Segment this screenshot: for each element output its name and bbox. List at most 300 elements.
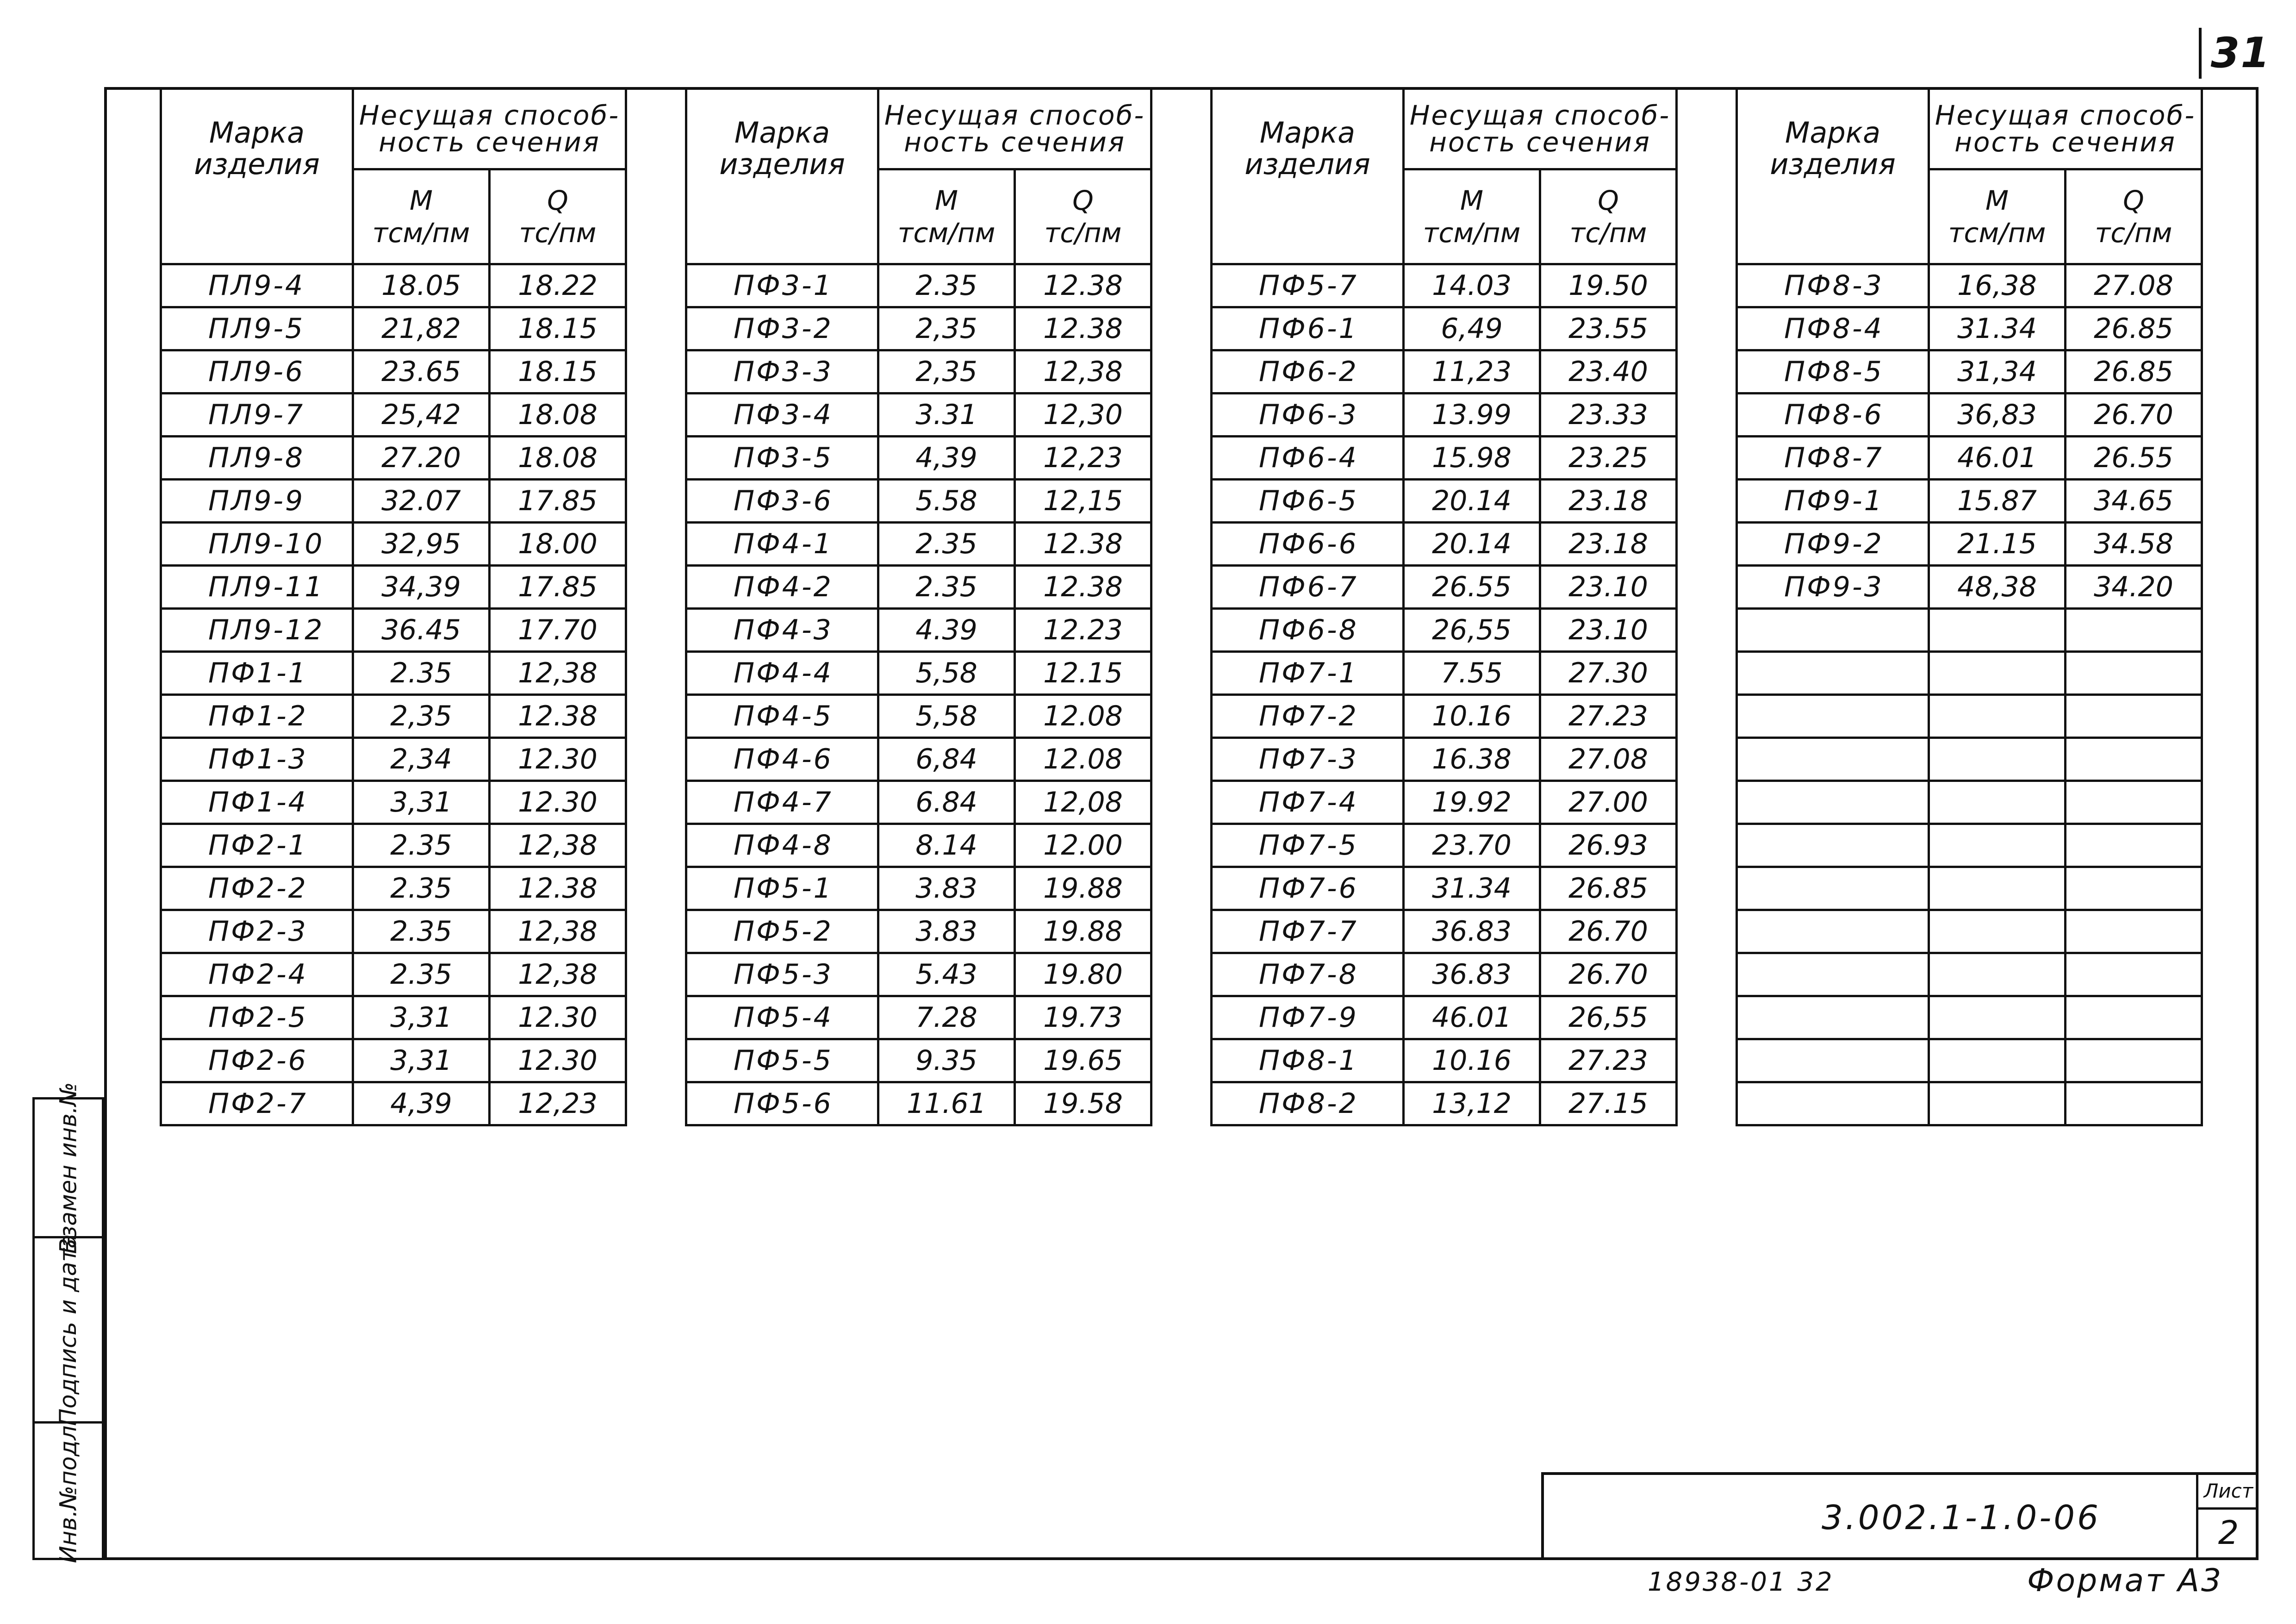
product-mark-cell: ПФ4-7	[686, 781, 878, 824]
shear-cell: 12.30	[490, 996, 626, 1039]
moment-cell: 13.99	[1404, 394, 1540, 437]
product-mark-cell: ПФ5-2	[686, 910, 878, 953]
product-mark-cell: ПЛ9-6	[161, 350, 353, 394]
table-row	[686, 996, 1151, 1039]
m-label: M	[1460, 185, 1484, 216]
moment-cell: 5.58	[878, 480, 1015, 523]
shear-cell: 27.30	[1540, 652, 1677, 695]
shear-cell: 12.08	[1015, 695, 1151, 738]
q-header	[1540, 169, 1677, 264]
moment-cell: 19.92	[1404, 781, 1540, 824]
table-row	[161, 566, 626, 609]
table-row	[161, 695, 626, 738]
table-row	[1737, 781, 2202, 824]
table-row	[1212, 1082, 1677, 1125]
moment-cell: 2.35	[353, 652, 490, 695]
moment-cell	[1929, 738, 2066, 781]
moment-cell: 8.14	[878, 824, 1015, 867]
moment-cell: 5,58	[878, 652, 1015, 695]
moment-cell: 36.83	[1404, 953, 1540, 996]
product-mark-cell: ПФ3-2	[686, 307, 878, 350]
product-mark-cell: ПФ8-5	[1737, 350, 1929, 394]
table-row	[1212, 609, 1677, 652]
moment-cell: 2.35	[353, 824, 490, 867]
shear-cell: 23.40	[1540, 350, 1677, 394]
table-row	[1737, 480, 2202, 523]
moment-cell: 6,84	[878, 738, 1015, 781]
product-mark-cell: ПФ1-2	[161, 695, 353, 738]
product-mark-cell: ПФ7-8	[1212, 953, 1404, 996]
moment-cell: 3.31	[878, 394, 1015, 437]
shear-cell: 17.85	[490, 566, 626, 609]
moment-cell: 32,95	[353, 523, 490, 566]
q-unit: тс/пм	[1044, 217, 1122, 249]
table-row	[686, 953, 1151, 996]
table-row	[1212, 652, 1677, 695]
shear-cell: 26.55	[2066, 437, 2202, 480]
sheet-number: 2	[2218, 1514, 2239, 1552]
table-row	[1737, 350, 2202, 394]
m-label: M	[934, 185, 958, 216]
table-row	[1737, 609, 2202, 652]
moment-cell: 7.28	[878, 996, 1015, 1039]
shear-cell: 19.88	[1015, 867, 1151, 910]
moment-cell: 5.43	[878, 953, 1015, 996]
table-row	[1212, 910, 1677, 953]
table-row	[686, 609, 1151, 652]
shear-cell	[2066, 824, 2202, 867]
moment-cell	[1929, 996, 2066, 1039]
title-sidebar	[32, 1081, 104, 1563]
shear-cell: 23.33	[1540, 394, 1677, 437]
product-mark-cell	[1737, 781, 1929, 824]
table-row	[1212, 695, 1677, 738]
inv-label: Инв.№подл.	[55, 1418, 82, 1563]
shear-cell: 12.38	[1015, 566, 1151, 609]
shear-cell: 17.85	[490, 480, 626, 523]
product-mark-cell: ПФ3-1	[686, 264, 878, 307]
shear-cell: 12,15	[1015, 480, 1151, 523]
product-mark-cell: ПЛ9-8	[161, 437, 353, 480]
product-mark-cell: ПЛ9-9	[161, 480, 353, 523]
table-row	[686, 910, 1151, 953]
paper-format: Формат А3	[2027, 1562, 2223, 1599]
product-mark-cell	[1737, 1039, 1929, 1082]
moment-cell: 11.61	[878, 1082, 1015, 1125]
shear-cell	[2066, 910, 2202, 953]
shear-cell: 18.08	[490, 394, 626, 437]
shear-cell: 12.30	[490, 1039, 626, 1082]
moment-cell: 11,23	[1404, 350, 1540, 394]
moment-cell	[1929, 695, 2066, 738]
product-mark-cell	[1737, 867, 1929, 910]
table-row	[1212, 738, 1677, 781]
table-row	[161, 1039, 626, 1082]
q-header	[2066, 169, 2202, 264]
moment-cell: 10.16	[1404, 695, 1540, 738]
table-row	[1212, 307, 1677, 350]
product-mark-cell: ПФ5-7	[1212, 264, 1404, 307]
table-row	[1737, 437, 2202, 480]
m-unit: тсм/пм	[897, 217, 996, 249]
moment-cell: 31.34	[1929, 307, 2066, 350]
m-label: M	[409, 185, 433, 216]
product-mark-cell: ПФ4-2	[686, 566, 878, 609]
moment-cell	[1929, 867, 2066, 910]
table-row	[1737, 566, 2202, 609]
moment-cell: 2.35	[878, 566, 1015, 609]
moment-cell: 2,35	[878, 350, 1015, 394]
shear-cell: 19.73	[1015, 996, 1151, 1039]
moment-cell	[1929, 953, 2066, 996]
shear-cell: 19.88	[1015, 910, 1151, 953]
moment-cell: 2.35	[878, 264, 1015, 307]
moment-cell: 26.55	[1404, 566, 1540, 609]
shear-cell: 18.15	[490, 307, 626, 350]
shear-cell: 19.65	[1015, 1039, 1151, 1082]
table-row	[686, 566, 1151, 609]
m-unit: тсм/пм	[1948, 217, 2046, 249]
shear-cell: 17.70	[490, 609, 626, 652]
moment-cell: 3.83	[878, 867, 1015, 910]
table-row	[1737, 824, 2202, 867]
table-row	[1212, 264, 1677, 307]
mark-header: Марка изделия	[1212, 88, 1404, 264]
moment-cell	[1929, 1039, 2066, 1082]
moment-cell: 20.14	[1404, 480, 1540, 523]
shear-cell: 12,38	[1015, 350, 1151, 394]
shear-cell: 12.23	[1015, 609, 1151, 652]
table-row	[161, 437, 626, 480]
moment-cell: 34,39	[353, 566, 490, 609]
shear-cell	[2066, 1039, 2202, 1082]
product-mark-cell: ПФ8-3	[1737, 264, 1929, 307]
product-mark-cell: ПФ1-3	[161, 738, 353, 781]
moment-cell: 9.35	[878, 1039, 1015, 1082]
table-row	[161, 953, 626, 996]
q-unit: тс/пм	[519, 217, 597, 249]
shear-cell: 34.65	[2066, 480, 2202, 523]
moment-cell	[1929, 1082, 2066, 1125]
moment-cell: 25,42	[353, 394, 490, 437]
product-mark-cell: ПЛ9-12	[161, 609, 353, 652]
m-unit: тсм/пм	[1423, 217, 1521, 249]
product-mark-cell	[1737, 652, 1929, 695]
table-row	[686, 394, 1151, 437]
table-row	[1212, 437, 1677, 480]
product-mark-cell: ПФ7-9	[1212, 996, 1404, 1039]
table-row	[686, 652, 1151, 695]
table-row	[1737, 264, 2202, 307]
moment-cell: 31,34	[1929, 350, 2066, 394]
product-mark-cell: ПФ6-6	[1212, 523, 1404, 566]
shear-cell: 19.58	[1015, 1082, 1151, 1125]
q-header	[1015, 169, 1151, 264]
table-row	[1737, 652, 2202, 695]
moment-cell: 15.87	[1929, 480, 2066, 523]
product-mark-cell: ПЛ9-4	[161, 264, 353, 307]
q-unit: тс/пм	[2095, 217, 2172, 249]
product-mark-cell: ПФ8-7	[1737, 437, 1929, 480]
table-row	[1212, 523, 1677, 566]
product-mark-cell: ПФ4-8	[686, 824, 878, 867]
product-mark-cell: ПФ4-1	[686, 523, 878, 566]
product-mark-cell: ПФ6-4	[1212, 437, 1404, 480]
table-row	[161, 867, 626, 910]
product-mark-cell: ПФ4-5	[686, 695, 878, 738]
product-mark-cell: ПФ2-5	[161, 996, 353, 1039]
table-row	[1737, 695, 2202, 738]
product-mark-cell: ПФ7-7	[1212, 910, 1404, 953]
moment-cell	[1929, 910, 2066, 953]
shear-cell: 12.15	[1015, 652, 1151, 695]
shear-cell: 26.85	[1540, 867, 1677, 910]
moment-cell: 23.70	[1404, 824, 1540, 867]
shear-cell: 12,38	[490, 824, 626, 867]
product-mark-cell: ПФ3-3	[686, 350, 878, 394]
product-mark-cell: ПФ2-6	[161, 1039, 353, 1082]
moment-cell: 36.45	[353, 609, 490, 652]
table-row	[161, 910, 626, 953]
shear-cell: 26.70	[1540, 910, 1677, 953]
product-mark-cell: ПФ2-1	[161, 824, 353, 867]
product-mark-cell: ПФ1-1	[161, 652, 353, 695]
moment-cell: 46.01	[1404, 996, 1540, 1039]
moment-cell: 2.35	[353, 953, 490, 996]
product-mark-cell: ПФ6-7	[1212, 566, 1404, 609]
moment-cell: 32.07	[353, 480, 490, 523]
product-mark-cell: ПФ7-4	[1212, 781, 1404, 824]
shear-cell	[2066, 738, 2202, 781]
product-mark-cell: ПФ5-4	[686, 996, 878, 1039]
shear-cell: 27.23	[1540, 1039, 1677, 1082]
shear-cell: 26.70	[2066, 394, 2202, 437]
moment-cell: 23.65	[353, 350, 490, 394]
product-mark-cell	[1737, 609, 1929, 652]
order-number: 18938-01 32	[1648, 1567, 1834, 1597]
shear-cell: 23.25	[1540, 437, 1677, 480]
table-row	[686, 781, 1151, 824]
moment-cell: 5,58	[878, 695, 1015, 738]
q-unit: тс/пм	[1569, 217, 1647, 249]
shear-cell: 34.20	[2066, 566, 2202, 609]
shear-cell: 12,38	[490, 953, 626, 996]
product-mark-cell: ПЛ9-5	[161, 307, 353, 350]
product-mark-cell: ПФ7-2	[1212, 695, 1404, 738]
table-row	[686, 264, 1151, 307]
capacity-header: Несущая способ-ность сечения	[878, 88, 1151, 169]
moment-cell: 20.14	[1404, 523, 1540, 566]
table-row	[1737, 1039, 2202, 1082]
table-row	[1212, 867, 1677, 910]
replace-inv-cell	[35, 1081, 102, 1254]
table-row	[686, 867, 1151, 910]
shear-cell	[2066, 1082, 2202, 1125]
shear-cell: 19.80	[1015, 953, 1151, 996]
moment-cell: 2.35	[353, 910, 490, 953]
shear-cell: 23.10	[1540, 609, 1677, 652]
table-row	[686, 1039, 1151, 1082]
shear-cell: 12,23	[490, 1082, 626, 1125]
product-mark-cell: ПФ5-3	[686, 953, 878, 996]
q-label: Q	[2123, 185, 2144, 216]
shear-cell	[2066, 953, 2202, 996]
product-mark-cell: ПФ2-3	[161, 910, 353, 953]
shear-cell: 18.00	[490, 523, 626, 566]
capacity-table-4	[1736, 87, 2203, 1126]
product-mark-cell: ПФ9-3	[1737, 566, 1929, 609]
table-row	[686, 523, 1151, 566]
table-row	[686, 1082, 1151, 1125]
capacity-header: Несущая способ-ность сечения	[1404, 88, 1677, 169]
document-code: 3.002.1-1.0-06	[1822, 1498, 2101, 1537]
product-mark-cell: ПФ5-6	[686, 1082, 878, 1125]
shear-cell: 23.18	[1540, 480, 1677, 523]
moment-cell: 31.34	[1404, 867, 1540, 910]
replace-inv-label: Взамен инв.№	[55, 1081, 82, 1254]
table-row	[161, 824, 626, 867]
table-row	[1737, 910, 2202, 953]
table-row	[161, 609, 626, 652]
moment-cell: 7.55	[1404, 652, 1540, 695]
moment-cell: 6.84	[878, 781, 1015, 824]
product-mark-cell: ПФ1-4	[161, 781, 353, 824]
moment-cell: 3,31	[353, 781, 490, 824]
product-mark-cell: ПФ2-7	[161, 1082, 353, 1125]
moment-cell: 21.15	[1929, 523, 2066, 566]
moment-cell: 2,35	[353, 695, 490, 738]
shear-cell: 18.22	[490, 264, 626, 307]
moment-cell	[1929, 652, 2066, 695]
shear-cell	[2066, 867, 2202, 910]
table-row	[686, 350, 1151, 394]
sheet-label: Лист	[2198, 1475, 2259, 1510]
shear-cell: 27.08	[2066, 264, 2202, 307]
shear-cell: 12.00	[1015, 824, 1151, 867]
product-mark-cell	[1737, 953, 1929, 996]
table-row	[1737, 953, 2202, 996]
capacity-table-1	[160, 87, 627, 1126]
moment-cell: 27.20	[353, 437, 490, 480]
shear-cell: 12,38	[490, 910, 626, 953]
shear-cell: 27.08	[1540, 738, 1677, 781]
shear-cell: 12,23	[1015, 437, 1151, 480]
shear-cell: 12.38	[1015, 307, 1151, 350]
moment-cell: 14.03	[1404, 264, 1540, 307]
moment-cell: 4,39	[353, 1082, 490, 1125]
moment-cell: 46.01	[1929, 437, 2066, 480]
table-row	[686, 738, 1151, 781]
product-mark-cell: ПФ3-6	[686, 480, 878, 523]
table-row	[686, 695, 1151, 738]
m-header	[1929, 169, 2066, 264]
shear-cell: 27.15	[1540, 1082, 1677, 1125]
m-header	[878, 169, 1015, 264]
product-mark-cell: ПФ7-6	[1212, 867, 1404, 910]
moment-cell: 16,38	[1929, 264, 2066, 307]
table-row	[1212, 953, 1677, 996]
product-mark-cell: ПФ4-4	[686, 652, 878, 695]
product-mark-cell	[1737, 824, 1929, 867]
product-mark-cell: ПФ7-3	[1212, 738, 1404, 781]
moment-cell: 4,39	[878, 437, 1015, 480]
capacity-header: Несущая способ-ность сечения	[1929, 88, 2202, 169]
product-mark-cell: ПФ5-5	[686, 1039, 878, 1082]
shear-cell: 18.15	[490, 350, 626, 394]
product-mark-cell: ПФ4-6	[686, 738, 878, 781]
shear-cell	[2066, 695, 2202, 738]
moment-cell: 3,31	[353, 996, 490, 1039]
product-mark-cell: ПФ7-1	[1212, 652, 1404, 695]
shear-cell: 26.85	[2066, 350, 2202, 394]
q-label: Q	[1598, 185, 1619, 216]
shear-cell: 12,08	[1015, 781, 1151, 824]
product-mark-cell	[1737, 695, 1929, 738]
capacity-header: Несущая способ-ность сечения	[353, 88, 626, 169]
mark-header: Марка изделия	[1737, 88, 1929, 264]
moment-cell: 2.35	[878, 523, 1015, 566]
inv-cell	[35, 1418, 102, 1563]
shear-cell: 12,30	[1015, 394, 1151, 437]
shear-cell	[2066, 609, 2202, 652]
shear-cell	[2066, 996, 2202, 1039]
table-row	[161, 264, 626, 307]
shear-cell: 23.10	[1540, 566, 1677, 609]
shear-cell: 26.70	[1540, 953, 1677, 996]
table-row	[1737, 996, 2202, 1039]
product-mark-cell: ПФ3-4	[686, 394, 878, 437]
shear-cell: 27.00	[1540, 781, 1677, 824]
table-row	[1737, 867, 2202, 910]
table-row	[161, 480, 626, 523]
shear-cell: 12.30	[490, 738, 626, 781]
moment-cell: 6,49	[1404, 307, 1540, 350]
moment-cell: 2.35	[353, 867, 490, 910]
moment-cell	[1929, 781, 2066, 824]
sheet-box	[2196, 1475, 2259, 1560]
table-row	[1212, 781, 1677, 824]
moment-cell: 36.83	[1404, 910, 1540, 953]
q-label: Q	[1072, 185, 1094, 216]
shear-cell: 26.85	[2066, 307, 2202, 350]
shear-cell: 12.38	[1015, 264, 1151, 307]
capacity-table-3	[1210, 87, 1678, 1126]
moment-cell: 15.98	[1404, 437, 1540, 480]
product-mark-cell: ПФ7-5	[1212, 824, 1404, 867]
table-row	[686, 480, 1151, 523]
product-mark-cell: ПФ6-1	[1212, 307, 1404, 350]
moment-cell: 2,35	[878, 307, 1015, 350]
product-mark-cell: ПЛ9-10	[161, 523, 353, 566]
moment-cell: 36,83	[1929, 394, 2066, 437]
product-mark-cell	[1737, 910, 1929, 953]
moment-cell: 3,31	[353, 1039, 490, 1082]
mark-header: Марка изделия	[686, 88, 878, 264]
product-mark-cell: ПФ6-3	[1212, 394, 1404, 437]
table-row	[161, 394, 626, 437]
shear-cell	[2066, 652, 2202, 695]
shear-cell	[2066, 781, 2202, 824]
product-mark-cell: ПФ8-6	[1737, 394, 1929, 437]
table-row	[1737, 738, 2202, 781]
shear-cell: 34.58	[2066, 523, 2202, 566]
moment-cell: 48,38	[1929, 566, 2066, 609]
mark-header: Марка изделия	[161, 88, 353, 264]
moment-cell: 2,34	[353, 738, 490, 781]
title-block	[1541, 1472, 2259, 1560]
q-header	[490, 169, 626, 264]
shear-cell: 26.93	[1540, 824, 1677, 867]
